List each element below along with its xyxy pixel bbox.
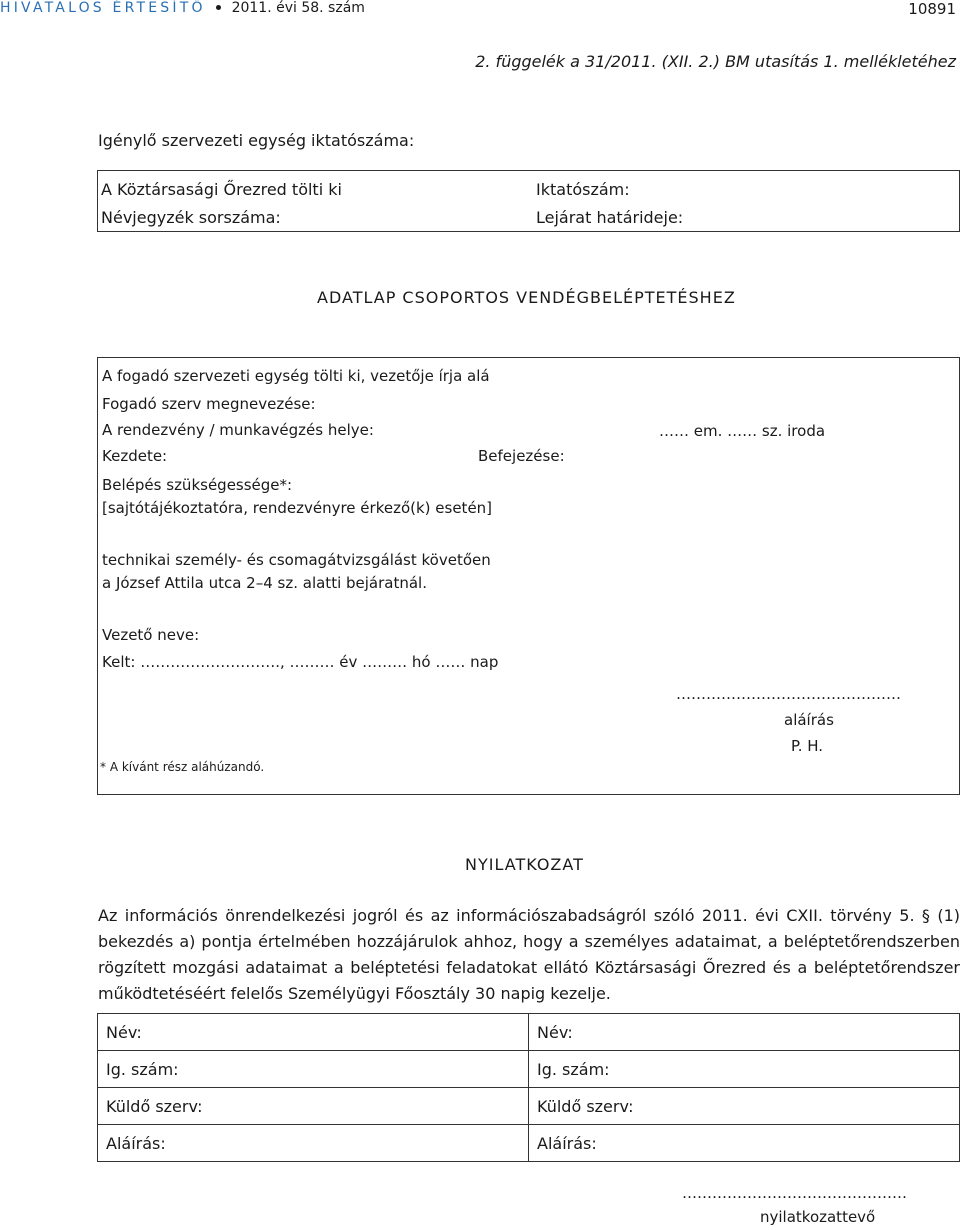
declarant-signature-line: ……………………………………… (682, 1184, 907, 1202)
start-label: Kezdete: (102, 447, 168, 465)
registration-box (97, 170, 960, 232)
host-unit-box (97, 357, 960, 795)
card-number-label: Névjegyzék sorszáma: (101, 208, 281, 227)
declaration-title: NYILATKOZAT (465, 855, 584, 874)
signature-line: ……………………………………… (676, 685, 901, 703)
dated-line: Kelt: ………………………., ……… év ……… hó …… nap (102, 653, 499, 671)
page-number: 10891 (908, 0, 956, 18)
publication-name: HIVATALOS ÉRTESÍTŐ (0, 0, 206, 16)
room-text: …… em. …… sz. iroda (659, 422, 826, 440)
requester-number-label: Igénylő szervezeti egység iktatószáma: (98, 131, 415, 150)
issue-number: 2011. évi 58. szám (231, 0, 365, 16)
declaration-text: Az információs önrendelkezési jogról és az információszabadságról szóló 2011. évi CXII. törvény 5. § (1) bekezdés a) pontja értelmében hozzájárulok ahhoz, hogy a személyes adataimat, a beléptetőrendszerben rögzített mozgási adataimat a beléptetési feladatokat ellátó Köztársasági Őrezred és a beléptetőrendszer működtetéséért felelős Személyügyi Főosztály 30 napig kezelje. (98, 906, 960, 1003)
declarant-label: nyilatkozattevő (760, 1208, 876, 1226)
name-label-right: Név: (529, 1014, 960, 1051)
leader-name-label: Vezető neve: (102, 626, 200, 644)
intro-text: A fogadó szervezeti egység tölti ki, vezetője írja alá (102, 367, 490, 385)
signature-table (97, 1013, 960, 1162)
entry-options: [sajtótájékoztatóra, rendezvényre érkező(k) esetén] (102, 499, 493, 517)
entry-need-label: Belépés szükségessége*: (102, 476, 293, 494)
filled-by-label: A Köztársasági Őrezred tölti ki (101, 180, 342, 199)
signature-cell-left: Aláírás: (98, 1125, 529, 1162)
check-text-line-2: a József Attila utca 2–4 sz. alatti bejáratnál. (102, 574, 427, 592)
running-header (0, 0, 365, 16)
table-row (98, 1014, 960, 1051)
venue-label: A rendezvény / munkavégzés helye: (102, 421, 374, 439)
table-row (98, 1088, 960, 1125)
id-number-label-left: Ig. szám: (98, 1051, 529, 1088)
id-number-label-right: Ig. szám: (529, 1051, 960, 1088)
appendix-reference: 2. függelék a 31/2011. (XII. 2.) BM utasítás 1. mellékletéhez (475, 52, 956, 71)
footnote: * A kívánt rész aláhúzandó. (100, 760, 265, 774)
stamp-label: P. H. (791, 737, 824, 755)
sender-org-label-right: Küldő szerv: (529, 1088, 960, 1125)
table-row (98, 1125, 960, 1162)
signature-label: aláírás (784, 711, 834, 729)
name-label-left: Név: (98, 1014, 529, 1051)
reg-number-label: Iktatószám: (536, 180, 630, 199)
bullet-icon (216, 5, 221, 10)
deadline-label: Lejárat határideje: (536, 208, 684, 227)
table-row (98, 1051, 960, 1088)
form-title: ADATLAP CSOPORTOS VENDÉGBELÉPTETÉSHEZ (317, 288, 736, 307)
check-text-line-1: technikai személy- és csomagátvizsgálást követően (102, 551, 491, 569)
host-org-label: Fogadó szerv megnevezése: (102, 395, 316, 413)
end-label: Befejezése: (478, 447, 565, 465)
signature-cell-right: Aláírás: (529, 1125, 960, 1162)
sender-org-label-left: Küldő szerv: (98, 1088, 529, 1125)
